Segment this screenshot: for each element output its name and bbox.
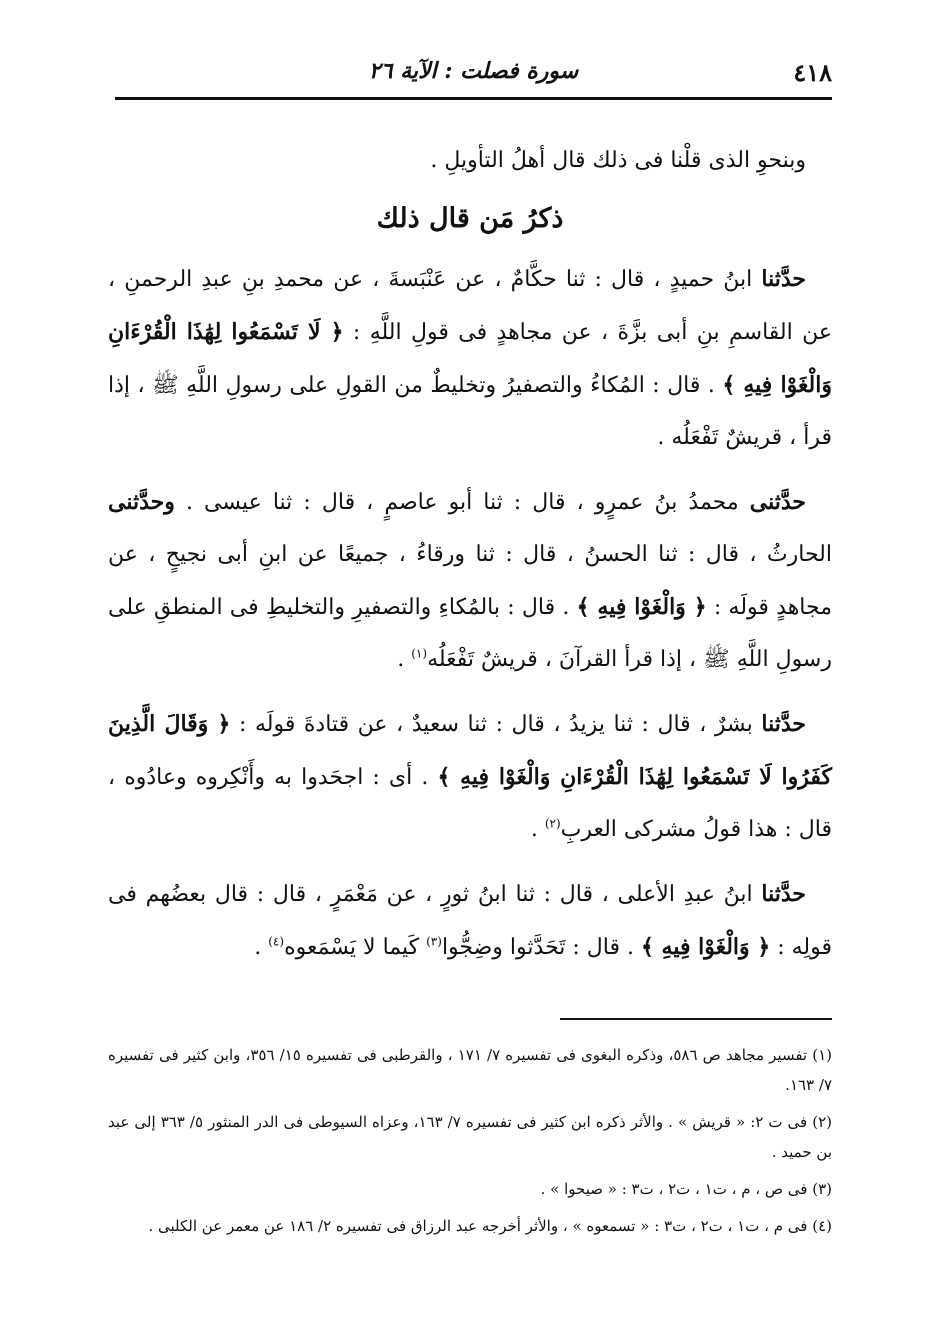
- footnotes: [108, 1040, 832, 1248]
- quran-quote: ﴿ وَالْغَوْا فِيهِ ﴾: [640, 934, 771, 960]
- narration-lead: حدَّثنى: [749, 489, 806, 515]
- narration-text: كَيما لا يَسْمَعوه: [284, 935, 427, 960]
- narration-text: الحارثُ ، قال : ثنا الحسنُ ، قال : ثنا ورقاءُ ، جميعًا عن ابنِ أبى نجيحٍ ، عن مجاهدٍ قولَه :: [108, 542, 832, 620]
- quran-quote: ﴿ لَا تَسْمَعُوا لِهَٰذَا الْقُرْءَانِ وَالْغَوْا فِيهِ ﴾: [108, 319, 832, 398]
- narration-text: . قال : المُكاءُ والتصفيرُ وتخليطٌ من القولِ على رسولِ اللَّهِ ﷺ ، إذا قرأ ، قريشٌ تَفْعَلُه .: [108, 373, 832, 450]
- intro-paragraph: وبنحوِ الذى قلْنا فى ذلك قال أهلُ التأويلِ .: [430, 148, 806, 173]
- page-number: ٤١٨: [793, 58, 832, 87]
- narration-text: بشرٌ ، قال : ثنا يزيدُ ، قال : ثنا سعيدٌ ، عن قتادةَ قولَه :: [230, 712, 762, 737]
- footnote-separator: [560, 1018, 832, 1020]
- sentence-end: .: [254, 935, 269, 960]
- narration-lead-2: وحدَّثنى: [108, 489, 175, 515]
- hadith-paragraph-1: [108, 253, 832, 464]
- hadith-paragraph-4: [108, 868, 832, 974]
- narration-text: . أى : اجحَدوا به وأَنْكِروه وعادُوه ، قال : هذا قولُ مشركى العربِ: [108, 765, 832, 842]
- footnote-reference[interactable]: (٢): [544, 816, 561, 831]
- narration-text: ابنُ حميدٍ ، قال : ثنا حكَّامٌ ، عن عَنْبَسةَ ، عن محمدِ بنِ عبدِ الرحمنِ ، عن القاسمِ بنِ أبى بزَّةَ ، عن مجاهدٍ فى قولِ اللَّهِ :: [108, 267, 832, 345]
- sentence-end: .: [530, 817, 545, 842]
- footnote-2: (٢) فى ت ٢: « قريش » . والأثر ذكره ابن كثير فى تفسيره ٧/ ١٦٣، وعزاه السيوطى فى الدر المنثور ٥/ ٣٦٣ إلى عبد بن حميد .: [108, 1113, 833, 1161]
- footnote-3: (٣) فى ص ، م ، ت١ ، ت٢ ، ت٣ : « صيحوا » .: [540, 1180, 832, 1198]
- hadith-paragraph-2: [108, 476, 832, 686]
- header-rule: [115, 97, 832, 100]
- narration-text: محمدُ بنُ عمرٍو ، قال : ثنا أبو عاصمٍ ، قال : ثنا عيسى .: [174, 490, 750, 515]
- narration-lead: حدَّثنا: [761, 881, 806, 907]
- narration-lead: حدَّثنا: [761, 266, 806, 292]
- footnote-reference[interactable]: (١): [411, 646, 428, 661]
- narration-text: ابنُ عبدِ الأعلى ، قال : ثنا ابنُ ثورٍ ، عن مَعْمَرٍ ، قال : قال بعضُهم فى قولِه :: [108, 882, 832, 960]
- running-title: سورة فصلت : الآية ٢٦: [368, 58, 579, 84]
- narration-lead: حدَّثنا: [761, 711, 806, 737]
- section-heading: ذكرُ مَن قال ذلك: [376, 203, 564, 234]
- footnote-1: (١) تفسير مجاهد ص ٥٨٦، وذكره البغوى فى تفسيره ٧/ ١٧١ ، والقرطبى فى تفسيره ١٥/ ٣٥٦، وابن كثير فى تفسيره ٧/ ١٦٣.: [108, 1046, 833, 1094]
- footnote-reference[interactable]: (٤): [268, 934, 285, 949]
- footnote-reference[interactable]: (٣): [426, 934, 442, 949]
- quran-quote: ﴿ وَقَالَ الَّذِينَ كَفَرُوا لَا تَسْمَعُوا لِهَٰذَا الْقُرْءَانِ وَالْغَوْا فِيهِ ﴾: [108, 711, 832, 790]
- main-text: [108, 135, 832, 986]
- page-header: [115, 52, 832, 96]
- narration-text: . قال : تَحَدَّثوا وضِجُّوا: [441, 935, 641, 960]
- narration-text: . قال : بالمُكاءِ والتصفيرِ والتخليطِ فى المنطقِ على رسولِ اللَّهِ ﷺ ، إذا قرأ القرآنَ ، قريشٌ تَفْعَلُه: [108, 595, 832, 672]
- sentence-end: .: [397, 647, 412, 672]
- quran-quote: ﴿ وَالْغَوْا فِيهِ ﴾: [576, 594, 707, 620]
- footnote-4: (٤) فى م ، ت١ ، ت٢ ، ت٣ : « تسمعوه » ، والأثر أخرجه عبد الرزاق فى تفسيره ٢/ ١٨٦ عن معمر عن الكلبى .: [148, 1217, 832, 1235]
- hadith-paragraph-3: [108, 698, 832, 856]
